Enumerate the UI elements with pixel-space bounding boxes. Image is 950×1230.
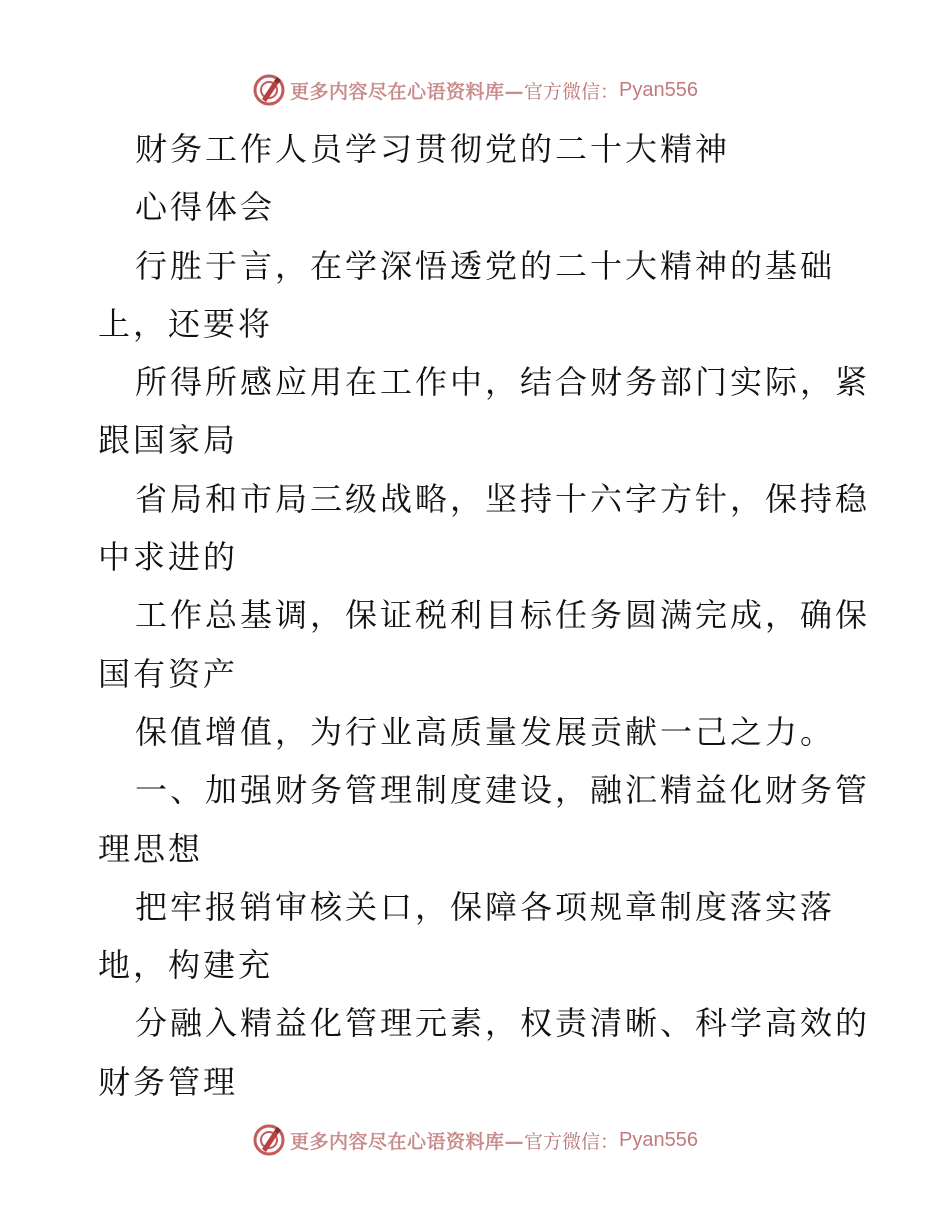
document-body xyxy=(98,120,871,1111)
header-banner xyxy=(0,70,950,110)
text-line: 工作总基调，保证税利目标任务圆满完成，确保 xyxy=(135,596,871,635)
text-line: 财务工作人员学习贯彻党的二十大精神 xyxy=(135,130,731,168)
text-line: 跟国家局 xyxy=(98,421,239,460)
text-line: 把牢报销审核关口，保障各项规章制度落实落 xyxy=(135,887,836,926)
text-line: 分融入精益化管理元素，权责清晰、科学高效的 xyxy=(135,1004,871,1043)
site-text: 更多内容尽在心语资料库— xyxy=(290,1130,525,1153)
text-line: 保值增值，为行业高质量发展贡献一己之力。 xyxy=(135,712,836,751)
logo-icon xyxy=(252,1123,286,1157)
wechat-id: Pyan556 xyxy=(619,1128,698,1151)
text-line: 地，构建充 xyxy=(98,946,274,985)
text-line: 中求进的 xyxy=(98,538,239,577)
site-text: 更多内容尽在心语资料库— xyxy=(290,80,525,103)
wechat-label: 官方微信： xyxy=(524,1130,620,1153)
wechat-id: Pyan556 xyxy=(619,78,698,101)
text-line: 理思想 xyxy=(98,829,204,868)
text-line: 行胜于言，在学深悟透党的二十大精神的基础 xyxy=(135,246,836,285)
text-line: 省局和市局三级战略，坚持十六字方针，保持稳 xyxy=(135,479,871,518)
text-line: 所得所感应用在工作中，结合财务部门实际，紧 xyxy=(135,363,871,402)
wechat-label: 官方微信： xyxy=(524,80,620,103)
footer-banner xyxy=(0,1120,950,1160)
text-line: 上，还要将 xyxy=(98,304,274,343)
text-line: 国有资产 xyxy=(98,654,239,693)
text-line: 财务管理 xyxy=(98,1062,239,1101)
text-line: 心得体会 xyxy=(135,188,276,227)
text-line: 一、加强财务管理制度建设，融汇精益化财务管 xyxy=(135,771,871,810)
logo-icon xyxy=(252,73,286,107)
